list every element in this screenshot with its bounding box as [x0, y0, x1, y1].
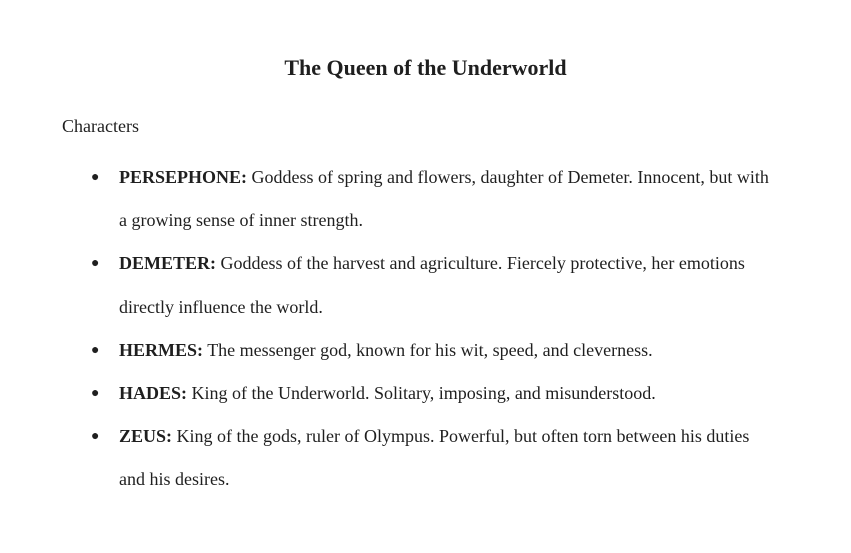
- character-description: Goddess of spring and flowers, daughter of Demeter. Innocent, but with a growing sense of inner strength.: [119, 167, 769, 231]
- character-description: Goddess of the harvest and agriculture. Fiercely protective, her emotions directly influence the world.: [119, 253, 745, 317]
- bullet-icon: ●: [91, 429, 100, 445]
- bullet-icon: ●: [91, 342, 100, 358]
- list-item-demeter: [0, 242, 779, 328]
- bullet-icon: ●: [91, 170, 100, 185]
- character-name: PERSEPHONE:: [119, 167, 248, 187]
- character-name: ZEUS:: [119, 426, 173, 447]
- document-title: The Queen of the Underworld: [284, 55, 567, 80]
- section-heading-characters: Characters: [62, 116, 139, 136]
- bullet-icon: ●: [91, 256, 100, 272]
- character-list: [0, 156, 851, 502]
- character-name: HERMES:: [119, 339, 204, 360]
- character-description: King of the gods, ruler of Olympus. Powerful, but often torn between his duties and his desires.: [119, 426, 750, 490]
- list-item-hades: [0, 372, 779, 415]
- list-item-hermes: [0, 329, 779, 372]
- list-item-zeus: [0, 415, 779, 501]
- character-name: DEMETER:: [119, 253, 217, 274]
- list-item-persephone: [0, 156, 779, 242]
- character-name: HADES:: [119, 383, 188, 404]
- character-description: The messenger god, known for his wit, speed, and cleverness.: [203, 339, 653, 360]
- character-description: King of the Underworld. Solitary, imposing, and misunderstood.: [187, 383, 656, 404]
- bullet-icon: ●: [91, 386, 100, 402]
